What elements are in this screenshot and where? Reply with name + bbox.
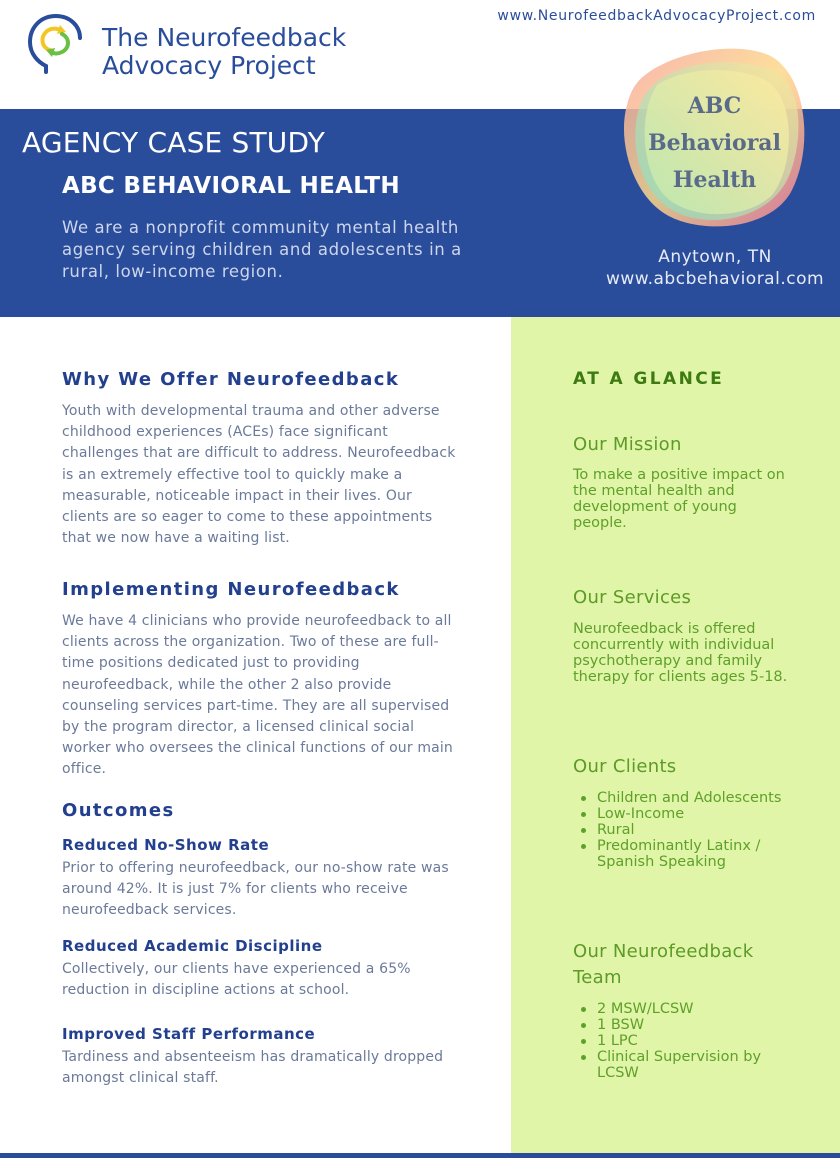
services-heading: Our Services [573,587,692,608]
glance-heading: AT A GLANCE [573,369,725,389]
site-url-link[interactable]: www.NeurofeedbackAdvocacyProject.com [497,8,816,24]
outcome-title: Reduced No-Show Rate [62,836,270,854]
list-item: Clinical Supervision by LCSW [597,1049,797,1081]
agency-intro: We are a nonprofit community mental health agency serving children and adolescents in a rural, low-income region. [62,218,462,281]
list-item: Predominantly Latinx / Spanish Speaking [597,838,797,870]
head-profile-arrows-icon [24,10,84,74]
list-item: Children and Adolescents [597,790,797,806]
why-body: Youth with developmental trauma and other adverse childhood experiences (ACEs) face significant challenges that are difficult to address. Neurofeedback is an extremely effective tool to quickly make a measurable, noticeable impact in their lives. Our clients are so eager to come to these appointments that we now have a waiting list. [62,403,456,547]
services-body: Neurofeedback is offered concurrently with individual psychotherapy and family therapy for clients ages 5-18. [573,621,788,685]
badge-line-2: Behavioral [648,130,781,156]
agency-url-link[interactable]: www.abcbehavioral.com [605,269,825,289]
list-item: 2 MSW/LCSW [597,1001,797,1017]
list-item: Rural [597,822,797,838]
outcome-body: Collectively, our clients have experienced a 65% reduction in discipline actions at school. [62,961,411,999]
org-name-line-2: Advocacy Project [102,51,316,80]
agency-title: ABC BEHAVIORAL HEALTH [62,173,400,199]
outcome-title: Reduced Academic Discipline [62,937,323,955]
list-item: 1 BSW [597,1017,797,1033]
banner-kicker: AGENCY CASE STUDY [22,126,326,159]
bottom-divider [0,1153,840,1158]
org-name [102,24,402,80]
agency-contact [600,246,830,290]
list-item: Low-Income [597,806,797,822]
badge-line-1: ABC [687,93,742,119]
at-a-glance-panel [511,317,840,1158]
outcome-body: Prior to offering neurofeedback, our no-show rate was around 42%. It is just 7% for clients who receive neurofeedback services. [62,860,449,919]
clients-list [597,790,797,870]
agency-badge [612,40,817,240]
clients-heading: Our Clients [573,756,677,777]
list-item: 1 LPC [597,1033,797,1049]
outcome-title: Improved Staff Performance [62,1025,316,1043]
agency-location: Anytown, TN [658,247,772,267]
team-heading: Our Neurofeedback Team [573,941,754,988]
outcome-body: Tardiness and absenteeism has dramatically dropped amongst clinical staff. [62,1049,444,1087]
implementing-body: We have 4 clinicians who provide neurofeedback to all clients across the organization. Two of these are full-time positions dedicated just to providing neurofeedback, while the other 2 also provide counseling services part-time. They are all supervised by the program director, a licensed clinical social worker who oversees the clinical functions of our main office. [62,613,453,778]
team-list [597,1001,797,1081]
why-heading: Why We Offer Neurofeedback [62,369,400,390]
mission-heading: Our Mission [573,434,682,455]
outcomes-heading: Outcomes [62,800,175,821]
mission-body: To make a positive impact on the mental health and development of young people. [573,467,785,531]
badge-line-3: Health [672,167,757,193]
badge-label [612,88,817,199]
org-name-line-1: The Neurofeedback [102,23,347,52]
implementing-heading: Implementing Neurofeedback [62,579,400,600]
